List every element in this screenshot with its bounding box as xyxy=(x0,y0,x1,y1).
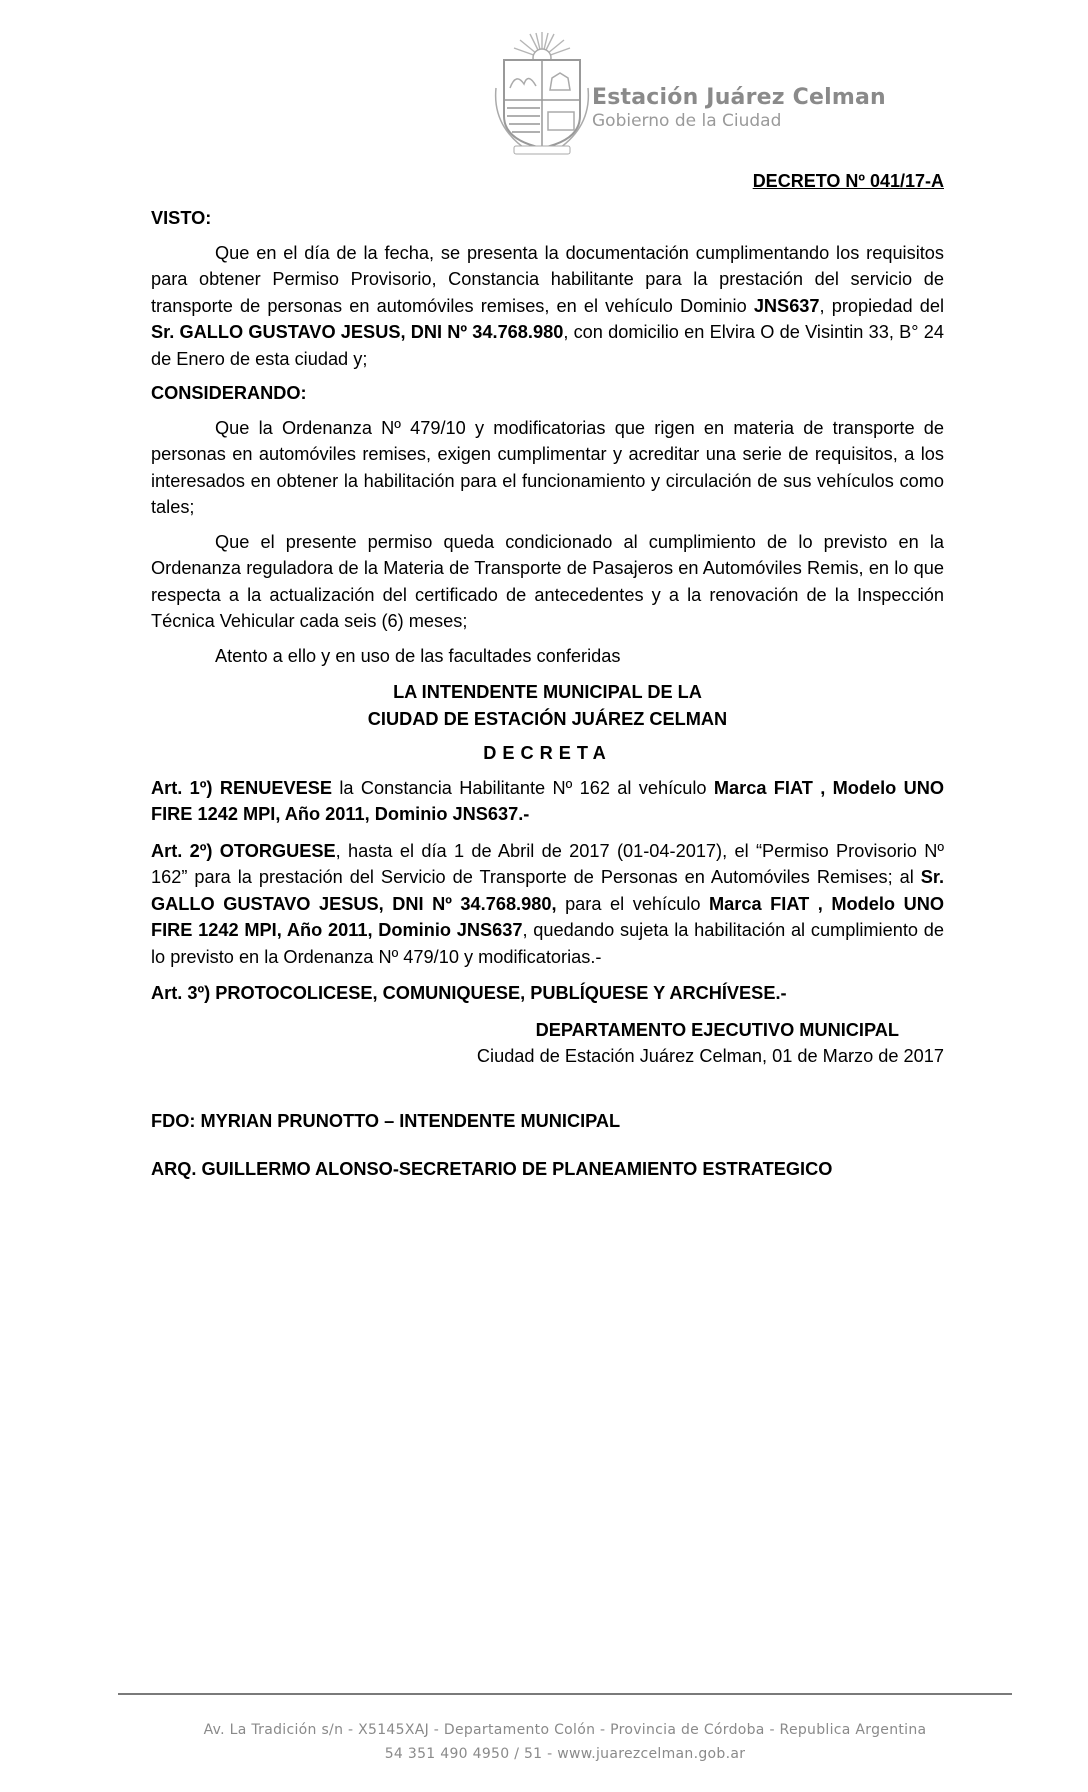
considerando-paragraph-2: Que el presente permiso queda condicionado al cumplimiento de lo previsto en la Ordenanza reguladora de la Materia de Transporte de Pasajeros en Automóviles Remis, en lo que respecta a la actualización del certificado de antecedentes y a la renovación de la Inspección Técnica Vehicular cada seis (6) meses; xyxy=(151,531,944,631)
visto-text: Que en el día de la fecha, se presenta la documentación cumplimentando los requisitos para obtener Permiso Provisorio, Constancia habilitante para la prestación del servicio de transporte de personas en automóviles remises, en el vehículo Dominio xyxy=(151,242,944,316)
article-1-text: la Constancia Habilitante Nº 162 al vehículo xyxy=(332,777,714,798)
visto-text: , con domicilio en Elvira O de Visintin 33, B° 24 de Enero de esta ciudad y; xyxy=(151,322,944,369)
city-crest-logo xyxy=(490,28,595,160)
article-3: Art. 3º) PROTOCOLICESE, COMUNIQUESE, PUBLÍQUESE Y ARCHÍVESE.- xyxy=(151,983,787,1003)
considerando-paragraph-3: Atento a ello y en uso de las facultades conferidas xyxy=(215,645,621,666)
article-1 xyxy=(151,775,944,828)
article-1-vehicle: Marca FIAT , Modelo UNO FIRE 1242 MPI, Año 2011, Dominio JNS637.- xyxy=(151,777,944,824)
brand-subtitle: Gobierno de la Ciudad xyxy=(592,111,782,131)
signature-arq: ARQ. GUILLERMO ALONSO-SECRETARIO DE PLANEAMIENTO ESTRATEGICO xyxy=(151,1159,833,1179)
signature-fdo: FDO: MYRIAN PRUNOTTO – INTENDENTE MUNICIPAL xyxy=(151,1110,621,1131)
article-2-text: , hasta el día 1 de Abril de 2017 (01-04-2017), el “Permiso Provisorio Nº 162” para la prestación del Servicio de Transporte de Personas en Automóviles Remises; al xyxy=(151,840,944,887)
article-2 xyxy=(151,838,944,971)
department-signature: DEPARTAMENTO EJECUTIVO MUNICIPAL xyxy=(535,1019,899,1040)
decree-body xyxy=(151,205,944,1183)
article-2-text: , quedando sujeta la habilitación al cumplimiento de lo previsto en la Ordenanza Nº 479/10 y modificatorias.- xyxy=(151,920,944,967)
letterhead xyxy=(490,28,910,163)
place-date: Ciudad de Estación Juárez Celman, 01 de Marzo de 2017 xyxy=(476,1046,944,1066)
brand-block xyxy=(592,85,886,131)
decreta-heading: DECRETA xyxy=(483,743,612,763)
visto-text: , propiedad del xyxy=(819,295,944,316)
visto-dominio: JNS637 xyxy=(753,295,820,316)
footer xyxy=(118,1718,1012,1766)
article-1-label: Art. 1º) RENUEVESE xyxy=(151,777,333,798)
visto-heading: VISTO: xyxy=(151,208,212,228)
considerando-heading: CONSIDERANDO: xyxy=(151,383,307,403)
article-2-owner: Sr. GALLO GUSTAVO JESUS, DNI Nº 34.768.980, xyxy=(151,867,944,914)
article-2-vehicle: Marca FIAT , Modelo UNO FIRE 1242 MPI, Año 2011, Dominio JNS637 xyxy=(151,893,944,940)
authority-line-2: CIUDAD DE ESTACIÓN JUÁREZ CELMAN xyxy=(367,708,728,729)
article-2-text: para el vehículo xyxy=(556,893,710,914)
article-2-label: Art. 2º) OTORGUESE xyxy=(151,840,336,861)
considerando-paragraph-1: Que la Ordenanza Nº 479/10 y modificatorias que rigen en materia de transporte de personas en automóviles remises, exigen cumplimentar y acreditar una serie de requisitos, a los interesados en obtener la habilitación para el funcionamiento y circulación de sus vehículos como tales; xyxy=(151,417,944,517)
visto-paragraph xyxy=(151,240,944,373)
visto-owner: Sr. GALLO GUSTAVO JESUS, DNI Nº 34.768.980 xyxy=(151,322,564,342)
footer-contact: 54 351 490 4950 / 51 - www.juarezcelman.gob.ar xyxy=(384,1746,746,1762)
footer-address: Av. La Tradición s/n - X5145XAJ - Departamento Colón - Provincia de Córdoba - Republica Argentina xyxy=(203,1722,927,1738)
footer-divider xyxy=(118,1693,1012,1695)
authority-line-1: LA INTENDENTE MUNICIPAL DE LA xyxy=(393,682,702,702)
brand-name: Estación Juárez Celman xyxy=(592,85,886,110)
decree-number: DECRETO Nº 041/17-A xyxy=(752,171,944,191)
